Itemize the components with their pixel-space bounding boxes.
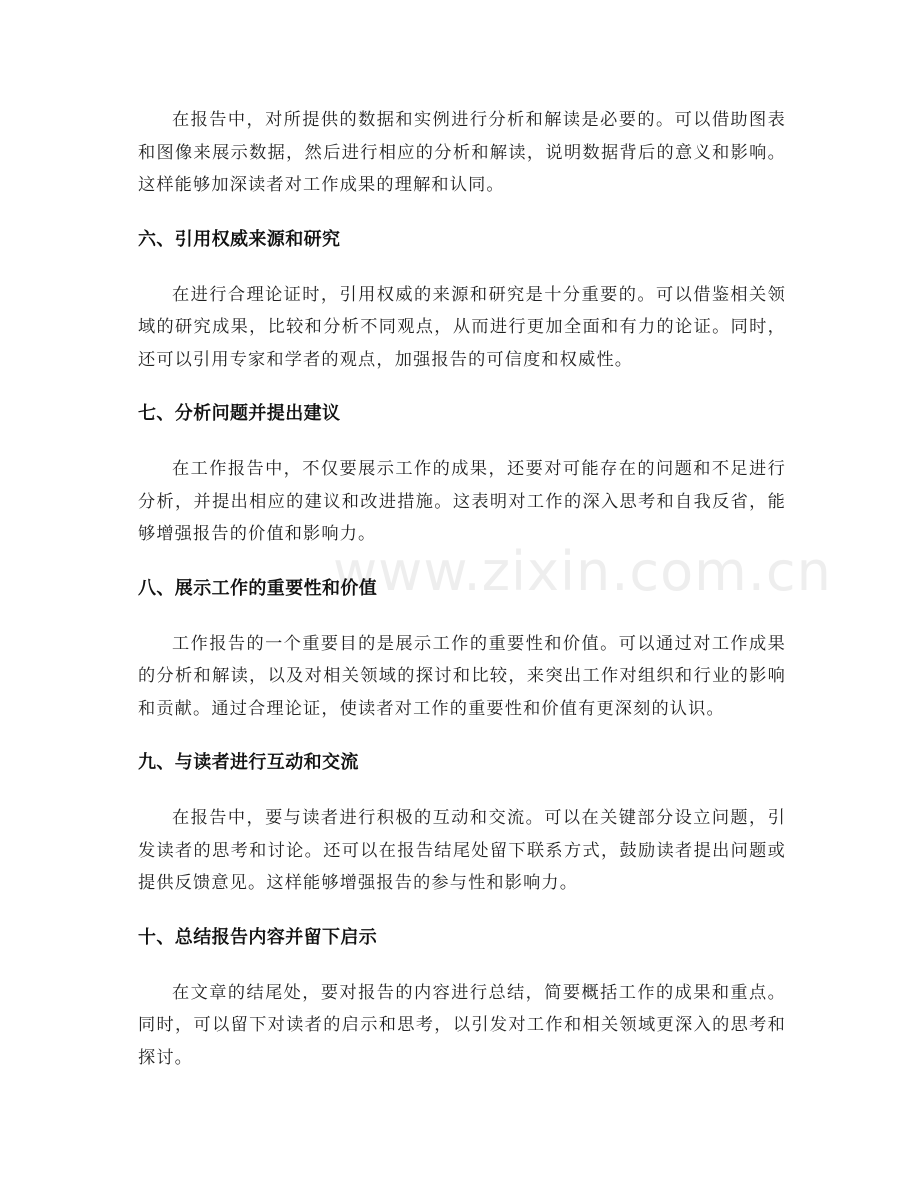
watermark: www.zixin.com.cn: [333, 540, 832, 603]
section-heading-8: 八、展示工作的重要性和价值: [138, 577, 378, 599]
document-body: [138, 104, 786, 1074]
section-heading-10: 十、总结报告内容并留下启示: [138, 926, 378, 948]
spacer: [138, 725, 786, 747]
section-heading-6: 六、引用权威来源和研究: [138, 228, 341, 250]
spacer: [138, 430, 786, 453]
section-paragraph-8: 工作报告的一个重要目的是展示工作的重要性和价值。可以通过对工作成果的分析和解读，以及对相关领域的探讨和比较，来突出工作对组织和行业的影响和贡献。通过合理论证，使读者对工作的重要性和价值有更深刻的认识。: [138, 633, 786, 719]
section-paragraph-10: 在文章的结尾处，要对报告的内容进行总结，简要概括工作的成果和重点。同时，可以留下对读者的启示和思考，以引发对工作和相关领域更深入的思考和探讨。: [138, 982, 786, 1068]
spacer: [138, 605, 786, 628]
intro-paragraph: 在报告中，对所提供的数据和实例进行分析和解读是必要的。可以借助图表和图像来展示数据，然后进行相应的分析和解读，说明数据背后的意义和影响。这样能够加深读者对工作成果的理解和认同。: [138, 110, 786, 195]
spacer: [138, 779, 786, 802]
section-paragraph-7: 在工作报告中，不仅要展示工作的成果，还要对可能存在的问题和不足进行分析，并提出相应的建议和改进措施。这表明对工作的深入思考和自我反省，能够增强报告的价值和影响力。: [138, 459, 786, 544]
spacer: [138, 900, 786, 922]
section-heading-7: 七、分析问题并提出建议: [138, 403, 341, 424]
spacer: [138, 202, 786, 224]
spacer: [138, 954, 786, 977]
spacer: [138, 256, 786, 279]
spacer: [138, 376, 786, 398]
section-heading-9: 九、与读者进行互动和交流: [138, 752, 359, 773]
section-paragraph-6: 在进行合理论证时，引用权威的来源和研究是十分重要的。可以借鉴相关领域的研究成果，比较和分析不同观点，从而进行更加全面和有力的论证。同时，还可以引用专家和学者的观点，加强报告的可信度和权威性。: [138, 284, 786, 370]
section-paragraph-9: 在报告中，要与读者进行积极的互动和交流。可以在关键部分设立问题，引发读者的思考和讨论。还可以在报告结尾处留下联系方式，鼓励读者提出问题或提供反馈意见。这样能够增强报告的参与性和影响力。: [138, 808, 786, 893]
spacer: [138, 551, 786, 573]
